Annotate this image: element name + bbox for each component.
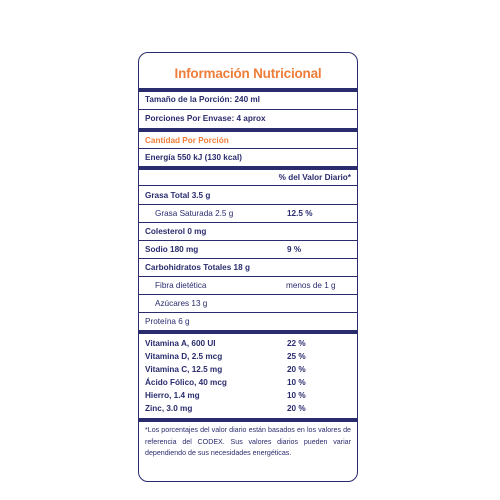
vitamin-dv: 25 %: [287, 352, 306, 361]
divider: [139, 276, 357, 277]
divider: [139, 204, 357, 205]
divider: [139, 312, 357, 313]
energy: Energía 550 kJ (130 kcal): [145, 153, 242, 162]
nutrient-row-fiber: [139, 278, 357, 293]
vitamin-name: Zinc, 3.0 mg: [145, 404, 193, 413]
divider-thick: [139, 418, 357, 422]
vitamin-dv: 20 %: [287, 365, 306, 374]
nutrient-row-sugars: [139, 296, 357, 311]
divider-thick: [139, 128, 357, 132]
nutrient-row-sodium: [139, 242, 357, 257]
nutrient-dv: 12.5 %: [287, 209, 313, 218]
nutrient-row-total-fat: [139, 188, 357, 203]
nutrient-name: Colesterol 0 mg: [145, 227, 207, 236]
footnote: *Los porcentajes del valor diario están basados en los valores de referencia del CODEX. Sus valores diarios pueden variar dependiendo de sus necesidades energéticas.: [145, 426, 351, 457]
vitamin-dv: 20 %: [287, 404, 306, 413]
nutrient-name: Proteína 6 g: [145, 317, 190, 326]
divider: [139, 148, 357, 149]
dv-header-row: [139, 170, 357, 185]
vitamin-name: Ácido Fólico, 40 mcg: [145, 378, 227, 387]
divider: [139, 294, 357, 295]
dv-header: % del Valor Diario*: [278, 173, 351, 182]
nutrient-row-protein: [139, 314, 357, 329]
vitamin-dv: 10 %: [287, 391, 306, 400]
vitamin-dv: 10 %: [287, 378, 306, 387]
label-title: Información Nutricional: [174, 66, 322, 81]
nutrient-name: Fibra dietética: [155, 281, 207, 290]
divider: [139, 222, 357, 223]
nutrient-row-cholesterol: [139, 224, 357, 239]
nutrient-name: Carbohidratos Totales 18 g: [145, 263, 250, 272]
vitamin-row: [139, 401, 357, 416]
vitamin-name: Vitamina A, 600 UI: [145, 339, 216, 348]
serving-size: Tamaño de la Porción: 240 ml: [145, 95, 260, 104]
amount-per-serving: Cantidad Por Porción: [145, 136, 229, 145]
divider: [139, 240, 357, 241]
vitamin-name: Hierro, 1.4 mg: [145, 391, 200, 400]
servings-per-container: Porciones Por Envase: 4 aprox: [145, 114, 266, 123]
vitamin-name: Vitamina D, 2.5 mcg: [145, 352, 223, 361]
nutrient-dv: menos de 1 g: [286, 281, 336, 290]
nutrient-name: Sodio 180 mg: [145, 245, 199, 254]
nutrient-row-carbohydrates: [139, 260, 357, 275]
vitamin-dv: 22 %: [287, 339, 306, 348]
nutrient-row-saturated-fat: [139, 206, 357, 221]
divider: [139, 258, 357, 259]
vitamin-name: Vitamina C, 12.5 mg: [145, 365, 223, 374]
nutrition-facts-panel: [138, 52, 358, 482]
divider: [139, 109, 357, 110]
nutrient-name: Grasa Total 3.5 g: [145, 191, 211, 200]
divider-thick: [139, 330, 357, 334]
divider: [139, 185, 357, 186]
nutrient-dv: 9 %: [287, 245, 302, 254]
nutrient-name: Azúcares 13 g: [155, 299, 208, 308]
nutrient-name: Grasa Saturada 2.5 g: [155, 209, 234, 218]
